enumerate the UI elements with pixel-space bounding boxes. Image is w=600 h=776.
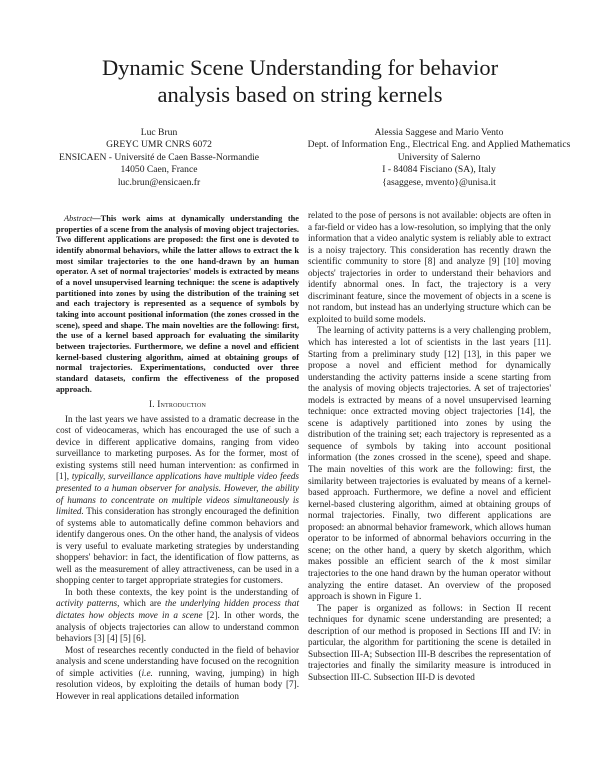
paragraph-text: , which are [117, 598, 166, 609]
emphasis-text: the underlying hidden process that dictates how objects move in a scene [56, 598, 300, 620]
author-name: Alessia Saggese and Mario Vento [374, 127, 504, 138]
title-line-1: Dynamic Scene Understanding for behavior [101, 55, 499, 80]
paper-title [40, 54, 560, 108]
left-column [56, 214, 299, 702]
paragraph [56, 587, 299, 645]
abstract [56, 214, 299, 395]
math-variable: k [490, 556, 495, 567]
paragraph [308, 603, 551, 684]
emphasis-text: i.e. [141, 667, 153, 678]
author-name: Luc Brun [140, 127, 178, 138]
author-block-left [24, 127, 294, 189]
abstract-text: —This work aims at dynamically understanding the properties of a scene from the analysis of moving object trajectories. Two different applications are proposed: the first one is devoted to identify abnormal behaviors, while the latter allows to extract the k most similar trajectories to the one hand-drawn by an human operator. A set of normal trajectories' models is extracted by means of a novel unsupervised learning technique: the scene is adaptively partitioned into zones by using the distribution of the training set and each trajectory is represented as a sequence of symbols by taking into account positional information (the zones crossed in the scene), speed and shape. The main novelties are the following: first, the use of a kernel based approach for evaluating the similarity between trajectories. Furthermore, we define a novel and efficient kernel-based clustering algorithm, aimed at obtaining groups of normal trajectories. Experimentations, conducted over three standard datasets, confirm the effectiveness of the proposed approach. [56, 214, 299, 394]
paragraph-text: Most of researches recently conducted in the field of behavior analysis and scene understanding have focused on the recognition of simple activities ( [56, 644, 299, 678]
author-block-right [298, 127, 580, 189]
author-affiliation: Dept. of Information Eng., Electrical Eng. and Applied Mathematics [307, 139, 571, 151]
title-line-2: analysis based on string kernels [157, 82, 443, 107]
paragraph-text: In the last years we have assisted to a dramatic decrease in the cost of videocameras, which has encouraged the use of such a device in different applicative domains, ranging from video surveillance to marketing purposes. As for the former, most of existing systems still need human intervention: as confirmed in [1], [56, 413, 299, 482]
author-address: 14050 Caen, France [120, 164, 198, 176]
paragraph [56, 645, 299, 703]
right-column [308, 210, 551, 683]
author-affiliation: University of Salerno [397, 151, 481, 163]
author-email: {asaggese, mvento}@unisa.it [382, 176, 496, 188]
abstract-lead: Abstract [64, 214, 93, 223]
author-affiliation: GREYC UMR CNRS 6072 [106, 139, 212, 151]
author-affiliation: ENSICAEN - Université de Caen Basse-Normandie [58, 151, 260, 163]
paragraph-text: This consideration has strongly encouraged the definition of systems able to automatically define common behaviors and identify dangerous ones. On the other hand, the analysis of videos is very useful to evaluate marketing strategies by understanding shoppers' behavior: in fact, the identification of flow patterns, as well as the measurement of alley attractiveness, can be used in a shopping center to target appropriate strategies for customers. [56, 506, 299, 586]
paragraph [308, 210, 551, 325]
paragraph-text: In both these contexts, the key point is the understanding of [65, 586, 299, 597]
author-email: luc.brun@ensicaen.fr [117, 176, 201, 188]
paragraph-text: The paper is organized as follows: in Section II recent techniques for dynamic scene understanding are presented; a description of our method is proposed in Sections III and IV: in particular, the algorithm for partitioning the scene is detailed in Subsection III-A; Subsection III-B describes the representation of trajectories and finally the similarity measure is introduced in Subsection III-C. Subsection III-D is devoted [308, 602, 551, 682]
paragraph [56, 414, 299, 587]
paragraph-text: The learning of activity patterns is a very challenging problem, which has interested a lot of scientists in the last years [11]. Starting from a preliminary study [12] [13], in this paper we propose a novel and efficient method for dynamically understanding the activity patterns inside a scene starting from the analysis of moving objects trajectories. A set of trajectories' models is extracted by means of a novel unsupervised learning technique: once extracted moving object trajectories [14], the scene is adaptively partitioned into zones by using the distribution of the training set; each trajectory is represented as a sequence of symbols by taking into account positional information (the zones crossed in the scene), speed and shape. The main novelties of this work are the following: first, the similarity between trajectories is evaluated by means of a kernel-based approach. Furthermore, we define a novel and efficient kernel-based clustering algorithm, aimed at obtaining groups of normal trajectories. Finally, two different applications are proposed: an abnormal behavior framework, which allows human operator to be informed of abnormal behaviors occurring in the scene; on the other hand, a query by sketch algorithm, which makes possible an efficient search of the [308, 325, 551, 567]
author-address: I - 84084 Fisciano (SA), Italy [382, 164, 496, 176]
quoted-text: typically, surveillance applications have multiple video feeds presented to a human observer for analysis. However, the ability of humans to concentrate on multiple videos simultaneously is limited. [56, 471, 299, 517]
section-heading-introduction: I. Introduction [148, 399, 207, 410]
paragraph-text: running, waving, jumping) in high resolution videos, by exploiting the details of human body [7]. However in real applications detailed information [56, 667, 299, 701]
paragraph-text: [2]. In other words, the analysis of objects trajectories can allow to understand common behaviors [3] [4] [5] [6]. [56, 610, 299, 644]
paragraph-text: related to the pose of persons is not available: objects are often in a far-field or video has a low-resolution, so implying that the only information that a video analytic system is reliably able to extract is a noisy trajectory. This consideration has recently drawn the scientific community to store [8] and analyze [9] [10] moving objects' trajectories in order to understand their behaviors and identify abnormal ones. In fact, the trajectory is a very discriminant feature, since the movement of objects in a scene is not random, but instead has an underlying structure which can be exploited to build some models. [308, 210, 551, 324]
emphasis-text: activity patterns [56, 598, 118, 609]
paragraph-text: most similar trajectories to the one hand drawn by the human operator without analyzing the entire dataset. An overview of the proposed approach is shown in Figure 1. [308, 556, 551, 602]
paragraph [308, 325, 551, 602]
